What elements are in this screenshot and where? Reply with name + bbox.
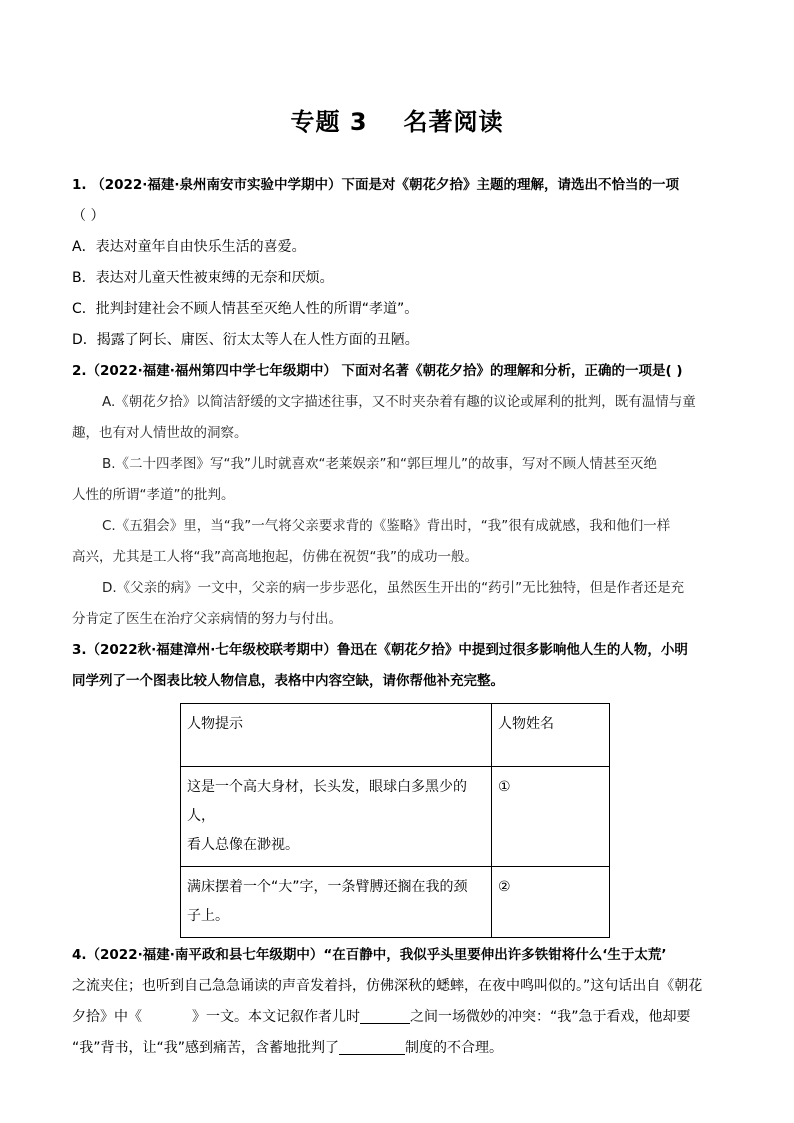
question-1-stem: 1. （2022·福建·泉州南安市实验中学期中）下面是对《朝花夕拾》主题的理解，请选出不恰当的一项 — [72, 177, 680, 193]
question-2-option-c-cont: 高兴，尤其是工人将“我”高高地抱起，仿佛在祝贺“我”的成功一般。 — [72, 549, 478, 565]
question-2-option-a-cont: 趣，也有对人情世故的洞察。 — [72, 425, 248, 441]
question-2-stem: 2.（2022·福建·福州第四中学七年级期中） 下面对名著《朝花夕拾》的理解和分析，正确的一项是( ) — [72, 363, 683, 379]
question-4-text: 夕拾》中《 — [72, 1009, 142, 1025]
question-2-option-a: A.《朝花夕拾》以简洁舒缓的文字描述往事，又不时夹杂着有趣的议论或犀利的批判，既有温情与童 — [102, 394, 696, 410]
table-cell-hint — [181, 867, 492, 938]
hint-line: 这是一个高大身材，长头发，眼球白多黑少的人， — [187, 779, 467, 824]
question-2 — [72, 356, 724, 635]
question-3-stem-cont: 同学列了一个图表比较人物信息，表格中内容空缺，请你帮他补充完整。 — [72, 673, 504, 689]
title-topic-name: 名著阅读 — [403, 108, 504, 136]
system-blank — [339, 1038, 405, 1055]
question-4 — [72, 940, 724, 1064]
question-1-option-a: A．表达对童年自由快乐生活的喜爱。 — [72, 239, 306, 255]
question-list — [72, 170, 724, 1064]
table-cell-hint — [181, 767, 492, 867]
question-1-option-d: D．揭露了阿长、庸医、衍太太等人在人性方面的丑陋。 — [72, 332, 419, 348]
question-2-option-d-cont: 分肯定了医生在治疗父亲病情的努力与付出。 — [72, 611, 342, 627]
hint-line: 子上。 — [187, 908, 229, 924]
page-title — [0, 102, 794, 137]
table-row — [181, 767, 610, 867]
question-1-option-c: C．批判封建社会不顾人情甚至灭绝人性的所谓“孝道”。 — [72, 301, 419, 317]
essay-title-blank — [142, 1008, 192, 1024]
title-topic-number: 专题 3 — [290, 108, 368, 136]
character-table — [180, 703, 610, 938]
question-4-text: 之间一场微妙的冲突：“我”急于看戏，他却要 — [410, 1009, 691, 1025]
hint-line: 满床摆着一个“大”字，一条臂膊还搁在我的颈 — [187, 879, 468, 895]
question-3-stem: 3.（2022秋·福建漳州·七年级校联考期中）鲁迅在《朝花夕拾》中提到过很多影响他人生的人物，小明 — [72, 642, 688, 658]
question-2-option-b: B.《二十四孝图》写“我”儿时就喜欢“老莱娱亲”和“郭巨埋儿”的故事，写对不顾人情甚至灭绝 — [102, 456, 658, 472]
question-4-line-4 — [72, 1033, 724, 1064]
table-row — [181, 867, 610, 938]
question-1-option-b: B．表达对儿童天性被束缚的无奈和厌烦。 — [72, 270, 334, 286]
question-1 — [72, 170, 724, 356]
question-4-source: 4.（2022·福建·南平政和县七年级期中）“在百静中，我似乎头里要伸出许多铁钳将什么‘生于太荒’ — [72, 947, 667, 963]
question-4-text: 制度的不合理。 — [405, 1040, 504, 1056]
question-2-option-b-cont: 人性的所谓“孝道”的批判。 — [72, 487, 235, 503]
question-1-answer-paren: （ ） — [72, 208, 105, 224]
table-header-name: 人物姓名 — [492, 704, 610, 767]
question-4-line-3 — [72, 1002, 724, 1033]
question-4-stem — [72, 940, 724, 971]
question-2-option-d: D.《父亲的病》一文中，父亲的病一步步恶化，虽然医生开出的“药引”无比独特，但是作者还是充 — [102, 580, 685, 596]
question-2-option-c: C.《五猖会》里，当“我”一气将父亲要求背的《鉴略》背出时，“我”很有成就感，我和他们一样 — [102, 518, 671, 534]
hint-line: 看人总像在渺视。 — [187, 837, 299, 853]
conflict-people-blank — [360, 1007, 410, 1024]
question-4-text: “我”背书，让“我”感到痛苦，含蓄地批判了 — [72, 1040, 340, 1056]
question-4-line-2: 之流夹住；也听到自己急急诵读的声音发着抖，仿佛深秋的蟋蟀，在夜中鸣叫似的。”这句话出自《朝花 — [72, 978, 703, 994]
question-3 — [72, 635, 724, 938]
table-header-hint: 人物提示 — [181, 704, 492, 767]
table-header-row — [181, 704, 610, 767]
table-cell-name: ① — [492, 767, 610, 867]
table-cell-name: ② — [492, 867, 610, 938]
question-4-text: 》一文。本文记叙作者儿时 — [192, 1009, 360, 1025]
